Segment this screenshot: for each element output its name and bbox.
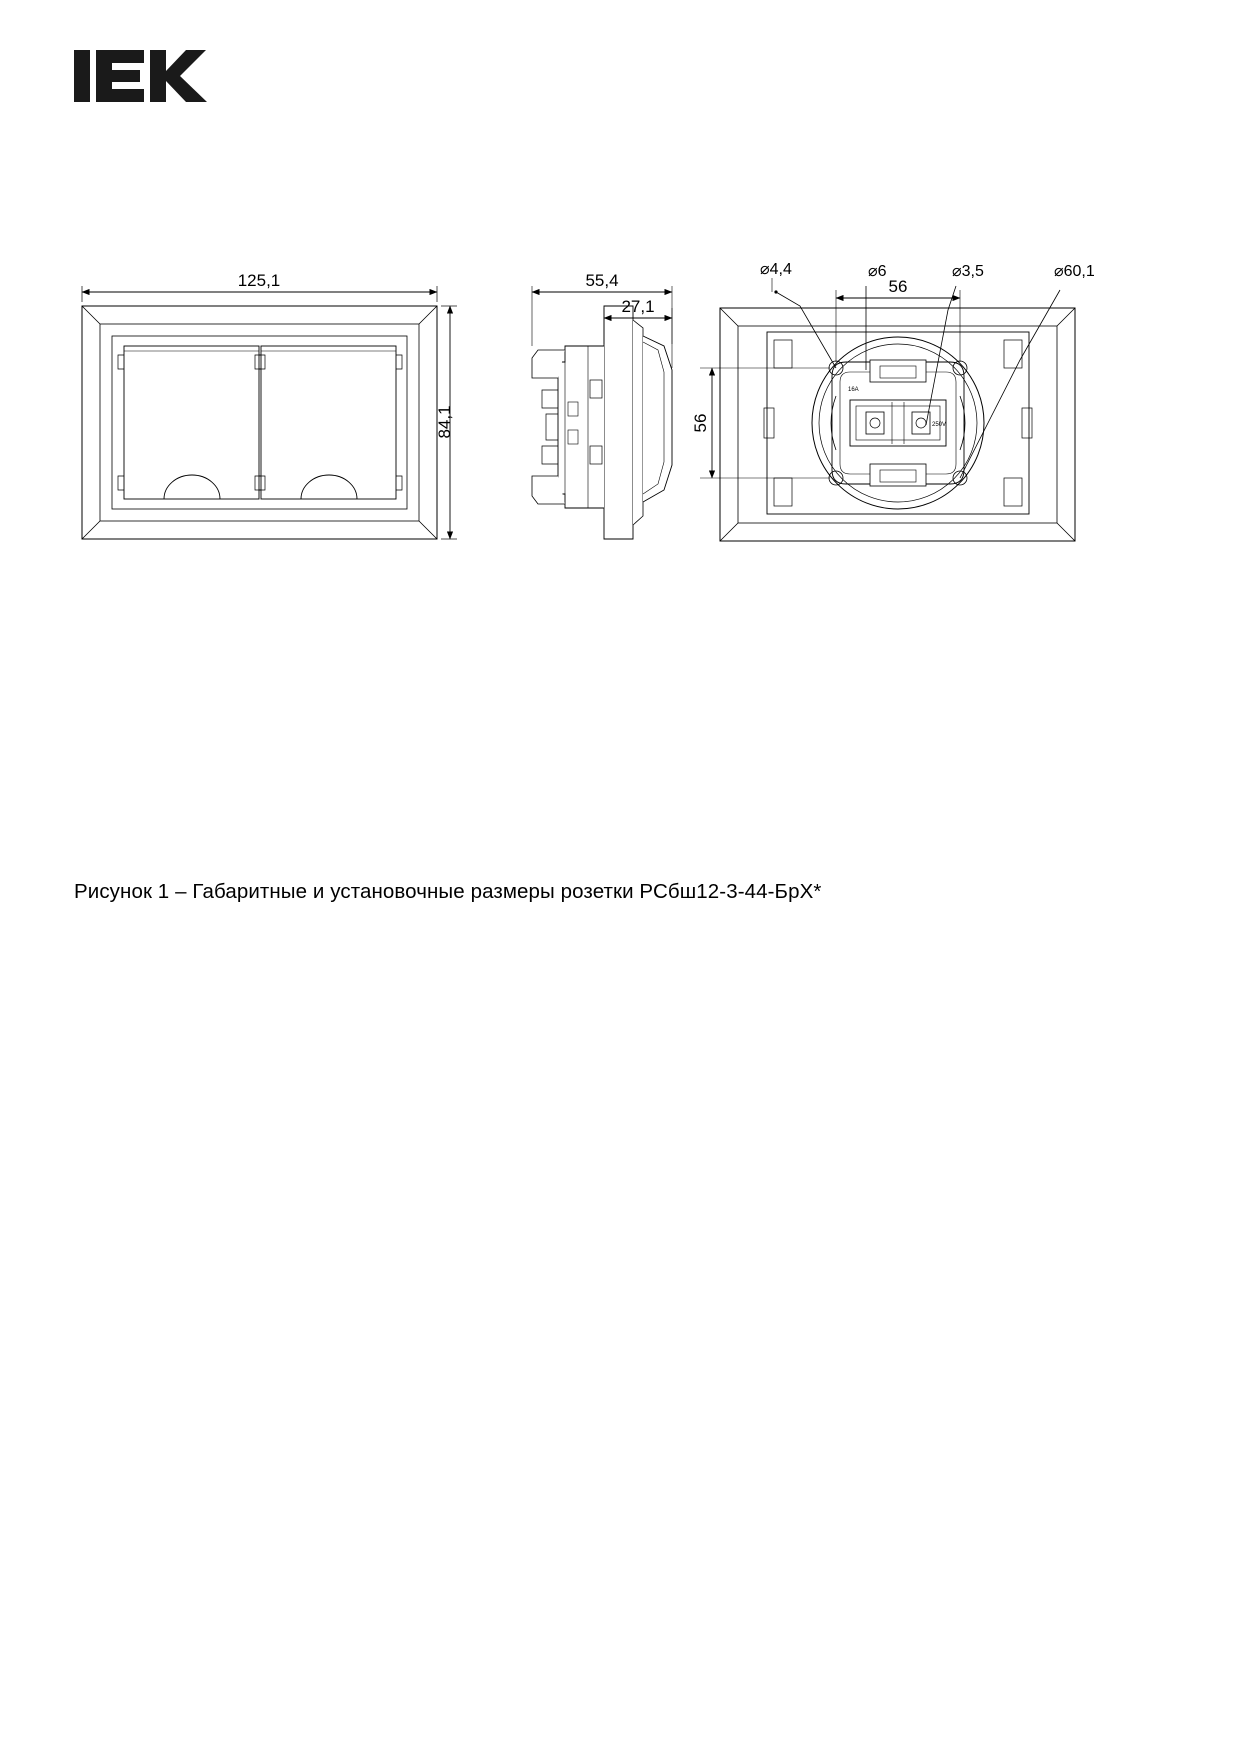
figure-caption: Рисунок 1 – Габаритные и установочные размеры розетки РСбш12-3-44-БрХ* — [74, 880, 822, 903]
front-width-dimension: 125,1 — [237, 271, 281, 290]
svg-text:250V: 250V — [932, 422, 947, 428]
technical-drawing — [60, 250, 1120, 580]
dimension-drawing — [60, 250, 1120, 580]
rear-view — [691, 261, 1095, 541]
side-view — [532, 271, 672, 539]
svg-text:16A: 16A — [848, 387, 859, 393]
rear-height-dimension: 56 — [691, 413, 710, 433]
front-view — [82, 271, 457, 539]
iek-logo-icon — [74, 40, 214, 110]
rear-width-dimension: 56 — [888, 277, 908, 296]
hole-diameter-3-label: ⌀3,5 — [952, 263, 984, 280]
hole-diameter-2-label: ⌀6 — [868, 263, 887, 280]
front-height-dimension: 84,1 — [435, 405, 454, 439]
side-depth-dimension: 55,4 — [585, 271, 619, 290]
box-diameter-label: ⌀60,1 — [1054, 263, 1095, 280]
hole-diameter-1-label: ⌀4,4 — [760, 261, 792, 278]
iek-logo — [74, 40, 214, 110]
side-mounting-depth-dimension: 27,1 — [621, 297, 655, 316]
